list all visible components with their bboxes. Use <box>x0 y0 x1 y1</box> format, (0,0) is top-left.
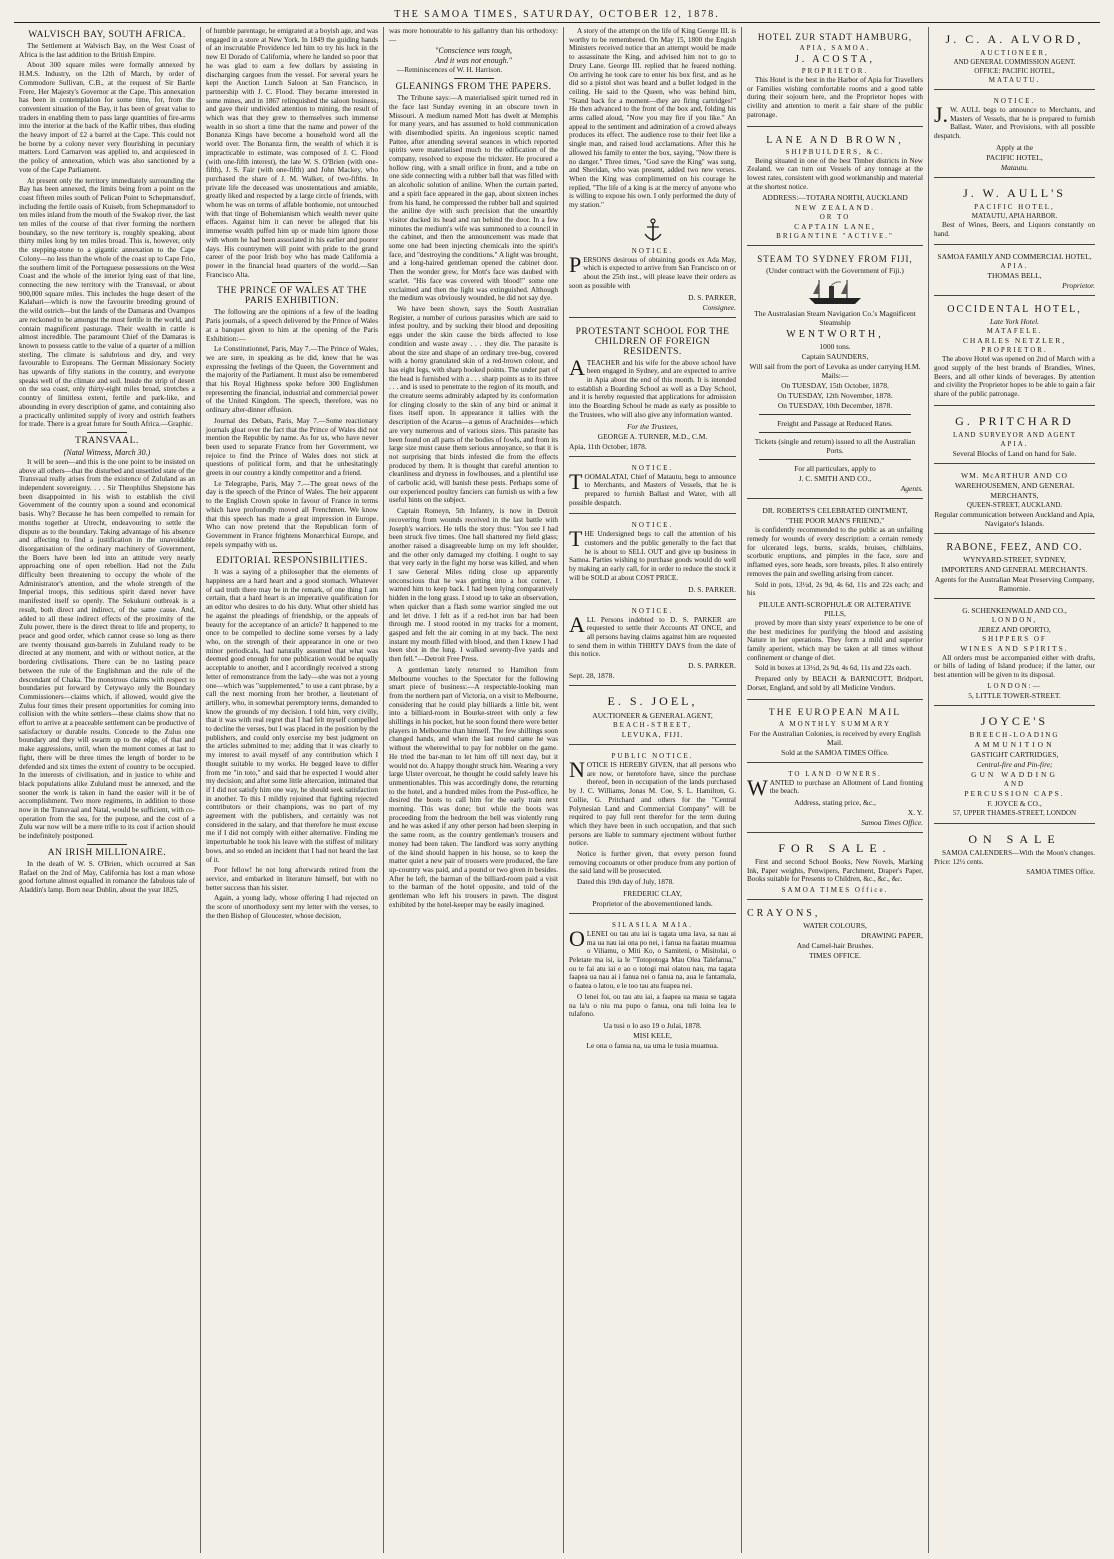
ad-line: Address, stating price, &c., <box>794 797 876 807</box>
ad-line: For all particulars, apply to <box>794 464 876 474</box>
ad-line: 5, LITTLE TOWER-STREET. <box>968 690 1061 700</box>
notice-signature: For the Trustees, <box>626 421 679 431</box>
notice-text: OLENEI ou tau atu iai is tagata uma lava, sa nau ai ma ua nau iai ona po nei, i fanua na faatau muamua o Viliamu, o Miti Ko, o Samiteni, o Misitolai, o Peletate ma isi, ia le "Totopotoga Mau Olea Talefanua," ou te fai atu iai e ao o totogi mai olatou nau, ma tagata faapea ua nau ai i fanua nei o fanua na, aua le fantamala, o faatea o latou, e le too tau atu fuapea nei. <box>569 925 736 991</box>
notice-heading: PROTESTANT SCHOOL FOR THE CHILDREN OF FOREIGN RESIDENTS. <box>575 326 730 357</box>
ad-line: Will sail from the port of Levuka as under carrying H.M. Mails:— <box>749 362 921 381</box>
ad-european-mail <box>747 703 923 763</box>
ad-line: Regular communication between Auckland and Apia, Navigator's Islands. <box>934 509 1095 528</box>
ad-title: J. C. A. ALVORD, <box>945 32 1084 46</box>
ad-line: OFFICE: PACIFIC HOTEL, <box>974 67 1055 75</box>
ad-line: PACIFIC HOTEL, <box>986 152 1043 162</box>
article-attribution: —Reminiscences of W. H. Harrison. <box>397 66 503 75</box>
ad-title: WM. McARTHUR AND CO <box>961 470 1068 480</box>
ad-title: DR. ROBERTS'S CELEBRATED OINTMENT, <box>762 506 908 516</box>
article-paragraph: At present only the territory immediately surrounding the Bay has been annexed, the limits being from a point on the coast fifteen miles south of Pelican Point to Schepmansdorf, including the fertile oasis of Kuiseb, from Schepmansdorf to ten miles inland from the mouth of the Swakop river, the last ten miles of the course of that river forming the northern boundary, so the new territory is, roughly speaking, about thirty miles long by ten miles broad. This is, however, only the stepping-stone to a gigantic annexation to the Cape Colony—no less than the whole of the coast up to Cape Frio, the southern limit of the Portuguese possessions on the West Coast and the whole of the interior lying east of that line, connecting the new territory with the Transvaal, or about 900,000 square miles. This includes the huge desert of the Kalahari—which is now the favourite breeding ground of the wild ostrich—but the lands of the Damaras and Ovampos are reckoned to be amongst the most fertile in the world, and contain magnificent pasturage. Their wealth in cattle is almost incredible. The paramount Chief of the Damaras is known to possess cattle to the value of a quarter of a million sterling. The climate is salubrious and dry, and very favourable to Europeans. The German Missionary Society has upwards of fifty stations in the country, and everyone speaks well of the climate and soil. Inside the strip of desert on the sea coast, only thirty-eight miles broad, stretches a country of limitless extent, fertile and park-like, and abounding in every description of game, and containing also a practically unlimited supply of ivory and ostrich feathers for trade. There is a great future for South Africa.—Graphic. <box>19 176 195 429</box>
article-paragraph: It was a saying of a philosopher that the elements of happiness are a hard heart and a good stomach. Whatever of sad truth there may be in the remark, of one thing I am certain, that a hard heart is an imperative qualification for an editor who desires to do his duty. What other shield has he against the pleadings of friendship, or the appeals of beauty for the acceptance of an article? It happened to me once to be compelled to decline some verses by a lady who, on the strength of their appearance in one or two minor periodicals, had naturally assumed that what was deemed good enough for one publication would be equally acceptable to another, and I accordingly received a strong letter of remonstrance from the lady—she was not a young one—which was "supplemented," to use a cant phrase, by a call the next morning from her brother, a lieutenant of artillery, who, in somewhat peremptory terms, demanded to know the grounds of my decision. I told him, very civilly, that it was with real regret that I had felt myself compelled to decline the verses, but I was placed in the position by the publishers, and could only exercise my best judgment on the articles submitted to me; adding that it was clearly to my interest to avail myself of any contribution which I thought suitable to my works. He begged leave to differ from me "in toto," and said that he expected I would alter my decision; and after some little altercation, intimated that if I did not satisfy him one way, he should seek satisfaction in another. To this I mildly rejoined that fighting rejected contributors or their champions, was no part of my agreement with the publishers, and certainly was not considered in the salary, and that therefore he must excuse me if I did not comply with either alternative. Finding me imperturbable he took his leave with the stiffest of military bows, and so ended an incident that I had not heard the last of it. <box>206 568 378 864</box>
sailing-date: On TUESDAY, 10th December, 1878. <box>777 401 893 411</box>
article-source: (Natal Witness, March 30.) <box>63 447 151 457</box>
ad-title: JOYCE'S <box>980 713 1049 728</box>
notice-date: Ua tusi o lo aso 19 o Julai, 1878. <box>603 1020 702 1030</box>
notice-date: Sept. 28, 1878. <box>569 671 615 681</box>
notice-text: NOTICE IS HEREBY GIVEN, that all persons who are now, or heretofore have, since the purchase thereof, been in occupation of the lands purchased by J. C. Williams, Jonas M. Coe, S. L. Hamilton, G. Collie, G. Pritchard and others for the "Central Polynesian Land and Commercial Company" will be required to pay full rent therefor for the term during which they have been in such occupation, and that such persons are liable to summary ejectment without further notice. <box>569 757 736 848</box>
ad-line: SAMOA TIMES Office. <box>781 886 889 895</box>
article-paragraph: of humble parentage, he emigrated at a boyish age, and was engaged in a store at New York. In 1849 the guiding hands of an inscrutable Providence led him to try his luck in the new El Dorado of California, where he landed so poor that he was glad to earn a few dollars by assisting in discharging cargoes from the vessel. For several years he kept the Auction Lunch Saloon at San Francisco, in partnership with J. C. Flood. They became interested in some mines, and in 1867 relinquished the saloon business, and gave their undivided attention to mining, the result of which was that they grew to themselves such immense wealth in so short a time that the name and power of the Bonanza Kings have become a household word all the world over. The Bonanza firm, the wealth of which it is impracticable to estimate, was composed of J. C. Flood (with one-fifth interest), the late W. S. O'Brien (with one-fifth), J. S. Fair (with one-fifth) and John Mackey, who purchased the share of J. M. Walker, of two-fifths. In private life the deceased was unostentatious and amiable, greatly liked and respected by a large circle of friends, with whom he was on terms of affable bonhomie, not untouched with that tinge of Bohemianism which wealth never quite effaces. Against him it can never be alleged that his immense wealth puffed him up or made him ignore those with whom he had been associated in his earlier and poorer days. His countrymen will point with pride to the grand career of the poor Irish boy who has made California a power in the financial head quarters of the world.—San Francisco Alta. <box>206 27 378 279</box>
sailing-date: On TUESDAY, 12th November, 1878. <box>777 391 893 401</box>
ad-title: CRAYONS, <box>747 908 821 920</box>
notice-text: J.W. AULL begs to announce to Merchants, and Masters of Vessels, that he is prepared to furnish Ballast, Water, and Provisions, with all possible despatch. <box>934 102 1095 141</box>
article-title-gleanings: GLEANINGS FROM THE PAPERS. <box>395 82 552 93</box>
divider <box>272 282 312 283</box>
ad-line: F. JOYCE & CO., <box>987 798 1042 808</box>
ad-line: Matautu. <box>1000 162 1029 172</box>
ad-text: All orders must be accompanied either with drafts, or bills of lading of Island produce; if the latter, our best attention will be given to its disposal. <box>934 653 1095 680</box>
ad-text: First and second School Books, New Novels, Marking Ink, Paper weights, Penwipers, Parchment, Draper's Paper, Books suitable for Presents to Children, &c., &c., &c. <box>747 857 923 884</box>
ad-line: ADDRESS:—TOTARA NORTH, AUCKLAND <box>762 193 908 203</box>
article-paragraph: The Tribune says:—A materialised spirit turned red in the face last Sunday evening in an obscure town in Missouri. A medium named Mott has dwelt at Memphis for many years, and has assumed to hold communication with disembodied spirits. An ingenious sceptic named Pattee, after attending several seances in which reported spirits were materialised much to the edification of the company, resolved to expose the trickster. He procured a hollow ring, with a small orifice in front, and a tube on one side connecting with a rubber ball that was filled with an alcoholic solution of aniline. When the curtain parted, and a spirit face appeared in the gap, about sixteen inches from his hand, he compressed the rubber ball and squirted the aniline dye with such precision that the unearthly visitor ducked its head and ran behind the door. In a few minutes the medium's wife was summoned to a council in the cabinet, and then the announcement was made that some one had been injecting chemicals into the spirit's face, and "destroying the conditions." A light was brought, and a long-haired gentleman opened the cabinet door. Then the wonder grew, for Mott's face was daubed with scarlet. "His face was covered with blood!" some one exclaimed and then the light was extinguished. Although the medium was obviously wounded, he did not say dye. <box>389 94 558 303</box>
steamship-icon <box>805 278 865 306</box>
sailing-date: On TUESDAY, 15th October, 1878. <box>781 381 889 391</box>
column-2 <box>201 27 384 1553</box>
ad-title: RABONE, FEEZ, AND CO. <box>946 541 1083 553</box>
notice-text: Notice is further given, that every person found removing cocoanuts or other produce from any portion of the said land will be prosecuted. <box>569 850 736 876</box>
column-6 <box>929 27 1100 1553</box>
ad-line: Agents. <box>900 484 923 494</box>
divider <box>759 414 911 415</box>
article-title-editorial: EDITORIAL RESPONSIBILITIES. <box>216 556 368 567</box>
ad-title: THE EUROPEAN MAIL <box>768 707 902 718</box>
ad-line: OR TO <box>819 213 851 222</box>
ad-schenkenwald <box>934 602 1095 706</box>
ad-text: proved by more than sixty years' experience to be one of the best medicines for purifying the blood and assisting Nature in her operations. They form a mild and superior family aperient, which may be taken at all times without confinement or change of diet. <box>747 618 923 662</box>
notice-heading: NOTICE. <box>631 521 674 530</box>
ad-line: LEVUKA, FIJI. <box>621 730 684 740</box>
ad-text: WANTED to purchase an Allotment of Land fronting the beach. <box>747 774 923 800</box>
ad-aulls-pacific-hotel <box>934 181 1095 245</box>
ad-line: THOMAS BELL, <box>987 271 1042 281</box>
ad-text: Sold in boxes at 13½d, 2s 9d, 4s 6d, 11s and 22s each. <box>755 664 912 673</box>
notice-signature: FREDERIC CLAY, <box>623 888 682 898</box>
ad-line: PACIFIC HOTEL, <box>974 202 1055 211</box>
ad-line: WAREHOUSEMEN, AND GENERAL <box>954 480 1075 490</box>
notice-heading: SILASILA MAIA. <box>612 920 693 929</box>
ad-title: HOTEL ZUR STADT HAMBURG, <box>757 32 913 42</box>
ad-alvord <box>934 27 1095 90</box>
ad-silasila-maia <box>569 917 736 1055</box>
article-paragraph: In the death of W. S. O'Brien, which occurred at San Rafael on the 2nd of May, California has lost a man whose good fortune almost equalled in romance the fabulous tale of Aladdin's lamp. Born near Dublin, about the year 1825, <box>19 859 195 894</box>
ad-pritchard <box>934 409 1095 464</box>
notice-signature: D. S. PARKER, <box>688 292 736 302</box>
ad-dr-roberts <box>747 502 923 699</box>
ad-joyces <box>934 709 1095 824</box>
ad-line: J. C. SMITH AND CO., <box>798 474 872 484</box>
ad-title: STEAM TO SYDNEY FROM FIJI, <box>757 254 913 265</box>
notice-signature: Proprietor of the abovementioned lands. <box>592 898 713 908</box>
ad-text: Being situated in one of the best Timber districts in New Zealand, we can turn out Vessels of any tonnage at the lowest rates, consistent with good workmanship and material at the shortest notice. <box>747 156 923 191</box>
article-paragraph: We have been shown, says the South Australian Register, a number of curious parasites which are said to infest poultry, and by sucking their blood and depositing eggs under the skin cause the birds affected to lose condition and waste away . . . they die. The parasite is about the size and shape of an ordinary tree-bug, covered with a horny granulated skin of a red-brown colour, and has eight legs, with sharp hooked points. The under part of the head is furnished with a . . . sharp points as to its three . . . and is used to penetrate to the region of its mouth, and the creature seems admirably adapted by its conformation for clinging closely to the skin of any bird or animal it fixes itself upon. In appearance it tallies with the description of the Acarus—a genus of Arachnides—which are very numerous and of various sizes. This parasite has been found on all parts of the bodies of fowls, and from its large size must cause them serious annoyance, so that it is not surprising that birds infested die from the effects produced by them. It is thought that careful attention to cleanliness and dryness in fowlhouses, and a plentiful use of carbolic acid, will banish these pests. Perhaps some of our experienced poultry fanciers can furnish us with a few useful hints on the subject. <box>389 304 558 505</box>
column-5 <box>742 27 929 1553</box>
ad-line: TIMES OFFICE. <box>808 951 862 961</box>
verse-line: And it was not enough." <box>435 56 512 66</box>
notice-heading: NOTICE. <box>631 463 674 472</box>
column-1 <box>14 27 201 1553</box>
ad-line: LAND SURVEYOR AND AGENT <box>953 430 1076 439</box>
ad-line: Proprietor. <box>1062 281 1095 291</box>
ad-line: The Australasian Steam Navigation Co.'s Magnificent Steamship <box>754 309 916 328</box>
notice-text: ATEACHER and his wife for the above school have been engaged in Sydney, and are expected to arrive in Apia about the end of this month. It is intended to establish a Boarding School as well as a Day School, and it is hereby requested that applications for admission into the Boarding School be made as early as possible to the Trustees, who will also give any information wanted. <box>569 354 736 419</box>
ad-crayons <box>747 903 923 965</box>
ad-line: LONDON, <box>991 615 1038 624</box>
article-paragraph: About 300 square miles were formally annexed by H.M.S. Industry, on the 12th of March, by order of Commodore Sullivan, C.B., at the request of Sir Bartle Frere, Her Majesty's Governor at the Cape. This annexation has been in contemplation for some time, for, from the convenient situation of the Bay, it has been of great value to traders in enabling them to pass large quantities of fire-arms into the interior at the back of the Kaffir tribes, thus eluding the heavy import of £2 a barrel at the Cape. This could not be borne by a colony never very flourishing in pecuniary matters. Lord Carnarvon was applied to, and acquiesced in the policy of annexation, which was also sanctioned by a vote of the Cape Parliament. <box>19 61 195 174</box>
ad-line: WATER COLOURS, <box>803 921 867 931</box>
ad-occidental-hotel <box>934 299 1095 406</box>
ad-line: LONDON:— <box>987 681 1042 690</box>
ad-line: SAMOA TIMES Office. <box>1026 868 1095 877</box>
ad-title: ON SALE <box>968 831 1061 846</box>
ad-notice-toomalatai <box>569 460 736 515</box>
ad-notice-ada-may <box>569 212 736 318</box>
ad-line: JEREZ AND OPORTO, <box>978 624 1051 634</box>
ad-line: 57, UPPER THAMES-STREET, LONDON <box>952 808 1077 817</box>
notice-heading: NOTICE. <box>993 97 1036 105</box>
ad-line: Tickets (single and return) issued to all the Australian Ports. <box>754 437 916 456</box>
notice-date: Apia, 11th October, 1878. <box>569 441 647 451</box>
ad-line: CAPTAIN LANE, <box>794 222 876 232</box>
notice-signature: D. S. PARKER. <box>688 661 736 671</box>
ad-protestant-school <box>569 321 736 457</box>
ad-steam-to-sydney <box>747 249 923 499</box>
ad-line: SHIPBUILDERS, &C. <box>785 147 885 156</box>
notice-text: PERSONS desirous of obtaining goods ex Ada May, which is expected to arrive from San Francisco on or about the 25th inst., will please leave their orders as soon as possible with <box>569 251 736 290</box>
ad-line: Late York Hotel. <box>989 317 1040 327</box>
ad-line: AUCTIONEER, <box>980 49 1049 57</box>
ad-es-joel <box>569 689 736 745</box>
divider <box>272 552 312 553</box>
article-paragraph: The following are the opinions of a few of the leading Paris journals, of a speech delivered by the Prince of Wales at a banquet given to him at the opening of the Paris Exhibition:— <box>206 308 378 343</box>
ad-line: Central-fire and Pin-fire; <box>976 759 1053 769</box>
ad-text: SAMOA CALENDERS—With the Moon's changes. Price: 12½ cents. <box>934 848 1095 866</box>
ad-line: WINES AND SPIRITS. <box>960 643 1069 653</box>
ad-line: NEW ZEALAND. <box>794 203 876 213</box>
ad-title: FOR SALE. <box>778 840 892 855</box>
ad-title: G. SCHENKENWALD AND CO., <box>962 605 1067 615</box>
notice-signature: MISI KELE, <box>633 1030 672 1040</box>
ad-line: AND GENERAL COMMISSION AGENT. <box>953 58 1076 66</box>
notice-heading: NOTICE. <box>631 606 674 615</box>
ad-title: LANE AND BROWN, <box>766 134 904 146</box>
ad-line: SHIPPERS OF <box>982 634 1047 643</box>
ad-line: IMPORTERS AND GENERAL MERCHANTS. <box>941 564 1088 574</box>
divider <box>87 844 127 845</box>
divider <box>759 432 911 433</box>
ad-title: OCCIDENTAL HOTEL, <box>947 304 1082 316</box>
ad-text: The above Hotel was opened on 2nd of March with a good supply of the best brands of Brandies, Wines, Beers, and all other kinds of beverages. By attention and civility the Proprietor hopes to be able to gain a fair share of the public patronage. <box>934 355 1095 399</box>
article-title-prince-of-wales: THE PRINCE OF WALES AT THE PARIS EXHIBITION. <box>217 286 367 307</box>
ad-line: MATAUTU. <box>988 76 1041 84</box>
divider <box>759 459 911 460</box>
divider <box>454 78 494 79</box>
ad-line: MATAFELE. <box>986 327 1043 336</box>
ad-notice-aull <box>934 93 1095 178</box>
article-title-irish-millionaire: AN IRISH MILLIONAIRE. <box>47 847 167 858</box>
verse-line: "Conscience was tough, <box>435 46 512 56</box>
article-paragraph: Le Telegraphe, Paris, May 7.—The great news of the day is the speech of the Prince of Wales. The heir apparent to the English Crown spoke in favour of France in terms which have profoundly moved all Frenchmen. We know that this speech has made a great impression in Europe. Who can now pretend that the Republican form of Government in France frightens Monarchical Europe, and repels sympathy with us. <box>206 479 378 549</box>
ad-line: QUEEN-STREET, AUCKLAND. <box>966 500 1063 509</box>
ad-title: TO LAND OWNERS. <box>788 769 882 778</box>
ad-line: Apply at the <box>995 142 1034 152</box>
article-title-transvaal: TRANSVAAL. <box>75 435 139 446</box>
article-paragraph: A gentleman lately returned to Hamilton from Melbourne vouches to the Spectator for the following smart piece of business:—A respectable-looking man from the northern part of Victoria, on a visit to Melbourne, considering that he could play billiards a little bit, went into a billiard-room in Bourke-street with only a few shillings in his pocket, but he soon found there were better players in Melbourne than himself. The few shillings soon changed hands, and when the last round came he was without the wherewithal to pay for nobbler on the game. He tried the bar-man to let him off till next day, but it would not do. A happy thought struck him. Wearing a very large Ulster overcoat, he thought he could safely leave his unmentionables. This was accordingly done, the returning to the hotel, and a hundred miles from the Post-office, he desired the boots to call him for the early train next morning. This was done; but while the boots was proceeding from the bedroom the bell was violently rung and he was asked if any other person had been sleeping in the same room, as the country gentleman's trousers and money had been taken. The landlord was sorry anything of the kind should happen in his house, so to keep the matter quiet a new pair of trousers were produced, the fare up-country was paid, and a pound or two given in besides. After he left, the barman of the billiard-room paid a visit to the barman of the hotel opposite, and told of the gentleman who left his trousers in pawn. The disgust exhibited by the hotel-keeper may be easily imagined. <box>389 665 558 909</box>
ad-line: BREECH-LOADING <box>969 730 1060 739</box>
ad-text: This Hotel is the best in the Harbor of Apia for Travellers or Families wishing comfortable rooms and a good table during their sojourn here, and the Proprietor hopes with civility and attention to merit a fair share of the public patronage. <box>747 76 923 119</box>
ad-notice-indebted <box>569 603 736 687</box>
ad-line: AUCTIONEER & GENERAL AGENT, <box>592 711 713 721</box>
ad-mcarthur <box>934 467 1095 534</box>
ad-title: PILULE ANTI-SCROPHULÆ OR ALTERATIVE PILLS, <box>758 599 912 618</box>
notice-text: THE Undersigned begs to call the attention of his customers and the public generally to the fact that he is about to SELL OUT and give up business in Samoa. Parties wishing to purchase goods would do well by making an early call, for in order to reduce the stock it will be SOLD at about COST PRICE. <box>569 526 736 582</box>
ad-line: AND <box>1003 779 1026 788</box>
ad-rabone-feez <box>934 537 1095 599</box>
ad-text: Prepared only by BEACH & BARNICOTT, Bridport, Dorset, England, and sold by all Medicine Vendors. <box>747 675 923 692</box>
notice-date: Dated this 19th day of July, 1878. <box>577 878 674 887</box>
ad-land-owners <box>747 766 923 833</box>
article-paragraph: It will be seen—and this is the one point to be insisted on above all others—that the disturbed and unsettled state of the Transvaal really arises from the existence of Zululand as an independent sovereignty. . . . Sir Theophilus Shepstone has been disappointed in his wish to establish the civil Government of the country upon a sound and economical basis. Why? Because he has been compelled to remain for months together at Utrecht, endeavouring to settle the dispute as to the boundary. Taking advantage of his absence and affecting to find a justification in the unavoidable disorganisation of the ordinary machinery of Government, the Boers have been led into an attitude very nearly approaching one of open rebellion. Had not the Zulu difficulty been threatening to occupy the whole of the Administrator's attention, and the whole strength of the Imperial troops, this seditious spirit dared never have manifested itself so openly. The Sekukuni outbreak is a result, both direct and indirect, of the same cause. And, added to all these indirect effects of the proximity of the Zulu power, there is the direct threat to life and property, to peace and good order, which cannot cease so long as there are twenty thousand gun-barrels in Zululand ready to be directed at any moment, and with or without notice, at the bordering civilisations. There can be no lasting peace between the rule of the Englishman and the rule of the descendant of Chaka. The monstrous claims with respect to boundaries put forward by Cetywayo only the Boundary Commissioners—claims which, if allowed, would give the Zulus four times their present opportunities for coming into collision with the white settlers—these claims show that no effort to arrive at a peaceable settlement can be productive of satisfactory or durable results. Concede to the Zulus one boundary and they will swarm up to the edge, of that and make aggressions, until, when the moment comes at last to fight, there will be three times the length of border to be defended and six times the extent of country to be occupied. In the interests of civilisation, and in justice to white and black populations alike Zululand must be annexed, and the sooner the work is taken in hand the easier will it be of accomplishment. Two more regiments, in addition to those now in the Transvaal and Natal, would be sufficient, with co-operation from the sea, for the purpose, and the cost of a Zulu war now will be a mere trifle to its cost if action should be indefinitely postponed. <box>19 457 195 841</box>
notice-heading: PUBLIC NOTICE. <box>611 752 694 761</box>
notice-text: Le ona o fanua na, ua uma le tusia muamua. <box>586 1040 719 1050</box>
ad-samoa-family-hotel <box>934 248 1095 296</box>
article-paragraph: Journal des Debats, Paris, May 7.—Some reactionary journals gloat over the fact that the Prince of Wales did not mention the Republic by name. As for us, who have never been used to separate France from her Government, we rejoice to find the Prince of Wales does not stick at questions of political form, and that he unhesitatingly greets in our country a kindly competitor and a friend. <box>206 416 378 478</box>
ad-text: is confidently recommended to the public as an unfailing remedy for wounds of every description: a certain remedy for ulcerated legs, burns, scalds, bruises, chilblains, scorbutic eruptions, and pimples in the face, sore and inflamed eyes, sore heads, sore breasts, piles. It also entirely removes the pain and swelling arising from cancer. <box>747 526 923 578</box>
ad-line: X. Y. <box>907 807 923 817</box>
ad-line: PROPRIETOR. <box>801 67 869 75</box>
ad-line: WYNYARD-STREET, SYDNEY, <box>963 554 1066 564</box>
column-3 <box>384 27 564 1553</box>
ad-text: Sold in pots, 13½d, 2s 9d, 4s 6d, 11s and 22s each; and his <box>747 580 923 598</box>
ad-line: Freight and Passage at Reduced Rates. <box>777 419 893 429</box>
notice-text: O lenei foi, ou tau atu iai, a faapea ua maua se tagata na la'u o niu ma pupo o fanua, ona tuli loina lea le tulafono. <box>569 992 736 1019</box>
ad-line: BRIGANTINE "ACTIVE." <box>776 232 894 241</box>
ad-line: PERCUSSION CAPS. <box>964 788 1065 798</box>
ad-line: Agents for the Australian Meat Preserving Company, Ramornie. <box>934 574 1095 593</box>
ad-on-sale <box>934 827 1095 881</box>
ad-line: APIA. <box>1000 439 1029 448</box>
notice-text: TOOMALATAI, Chief of Matautu, begs to announce to Merchants, and Masters of Vessels, that he is prepared to furnish Ballast and Water, with all possible despatch. <box>569 468 736 507</box>
article-paragraph: A story of the attempt on the life of King George III. is worthy to be remembered. On May 15, 1800 the Engish Ministers received notice that an attempt would be made to assassinate the King, and advised him not to go to Drury Lane. George III. replied that he feared nothing. On arriving he took care to enter his box first, and as he did so a pistol shot was heard and a bullet lodged in the ceiling. He said to the Queen, who was behind him, "Stand back for a moment—they are firing cartridges!" He then advanced to the front of the box and, folding his arms called aloud, "Now you may fire if you like." An appeal to the sentiment and admiration of a crowd always produces its effect. The audience rose to their feet like a single man, and raised loud acclamations. After this he allowed his family to enter the box, saying, "Now there is no danger." Three times, "God save the King" was sung, and Sheridan, who was present, added two new verses. When the King was complimented on his courage he replied, "The life of a king is at the mercy of anyone who is willing to expose his own. I only performed the duty of my station." <box>569 27 736 210</box>
ad-title: E. S. JOEL, <box>607 694 698 709</box>
masthead: THE SAMOA TIMES, SATURDAY, OCTOBER 12, 1878. <box>14 8 1100 23</box>
ad-line: DRAWING PAPER, <box>860 931 923 941</box>
article-paragraph: Poor fellow! he not long afterwards retired from the service, and embarked in literature himself, but with no better success than his sister. <box>206 866 378 892</box>
ad-line: CHARLES NETZLER, <box>962 336 1067 346</box>
notice-signature: D. S. PARKER. <box>688 584 736 594</box>
column-4 <box>564 27 742 1553</box>
ad-line: GASTIGHT CARTRIDGES, <box>970 749 1059 759</box>
article-paragraph: Again, a young lady, whose offering I had rejected on the score of unorthodoxy sent my letter with the verses, to the then Bishop of Gloucester, whose decision, <box>206 894 378 920</box>
ad-public-notice <box>569 748 736 914</box>
ad-lane-and-brown <box>747 130 923 247</box>
ad-text: Best of Wines, Beers, and Liquors constantly on hand. <box>934 220 1095 238</box>
ad-line: And Camel-hair Brushes. <box>796 941 874 951</box>
ad-hotel-zur-stadt-hamburg <box>747 27 923 127</box>
columns <box>14 27 1100 1553</box>
ad-line: AMMUNITION <box>974 739 1055 749</box>
ad-line: APIA. <box>1000 262 1029 271</box>
ad-line: Captain SAUNDERS, <box>801 352 869 362</box>
ad-line: Sold at the SAMOA TIMES Office. <box>781 747 889 757</box>
ad-line: (Under contract with the Government of Fiji.) <box>766 266 904 276</box>
notice-heading: NOTICE. <box>631 246 674 255</box>
ad-title: J. W. AULL'S <box>963 185 1066 200</box>
article-paragraph: Le Constitutionnel, Paris, May 7.—The Prince of Wales, we are sure, in speaking as he did, knew that he was expressing the feelings of the Queen, the Government and the majority of the Parliament. It must also be remembered that his Royal Highness spoke before 300 Englishmen representing the financial, industrial and commercial power of the United Kingdom. The speech, therefore, was no ordinary after-dinner effusion. <box>206 345 378 415</box>
article-title-walvisch: WALVISCH BAY, SOUTH AFRICA. <box>28 30 186 40</box>
ad-line: Several Blocks of Land on hand for Sale. <box>952 448 1077 458</box>
ad-line: GUN WADDING <box>971 769 1058 779</box>
ad-notice-sell-out <box>569 517 736 599</box>
ad-line: PROPRIETOR. <box>981 346 1048 355</box>
ad-line: MERCHANTS, <box>990 490 1039 500</box>
article-paragraph: The Settlement at Walvisch Bay, on the West Coast of Africa is the last addition to the British Empire. <box>19 42 195 59</box>
divider <box>87 432 127 433</box>
ad-line: "THE POOR MAN'S FRIEND," <box>785 516 885 526</box>
notice-signature: GEORGE A. TURNER, M.D., C.M. <box>597 431 708 441</box>
ad-line: 1000 tons. <box>819 342 851 352</box>
notice-text: ALL Persons indebted to D. S. PARKER are requested to settle their Accounts AT ONCE, and all persons having claims against him are requested to send them in within THIRTY DAYS from the date of this notice. <box>569 611 736 659</box>
ship-name: WENTWORTH, <box>786 329 884 341</box>
article-paragraph: Captain Romeyn, 5th Infantry, is now in Detroit recovering from wounds received in the last battle with Joseph's warriors. He tells the story thus: "You see I had been struck five times. One ball shattered my field glass; another raised a disagreeable lump on my left shoulder, and the other only damaged my clothing. I ought to say that very early in the fight my horse was killed, and when I saw General Miles riding close up apparently unconscious that he was getting into a hot corner, I warned him to keep back. I had been lying comparatively hidden in the long grass. I stood up to take an observation, when quicker than a flash some warrior singled me out and let drive. I felt as if a red-hot iron bar had been through me. I stood rooted in my tracks for a moment, gasped and felt the air coming in at my back. The next instant my mouth filled with blood, and then I knew I had been shot in the lung. I walked seventy-five yards and then fell."—Detroit Free Press. <box>389 507 558 664</box>
ad-line: BEACH-STREET, <box>613 721 692 730</box>
ad-line: A MONTHLY SUMMARY <box>779 719 891 728</box>
ad-line: J. ACOSTA, <box>794 54 876 65</box>
ad-line: Samoa Times Office. <box>861 817 923 827</box>
ad-line: For the Australian Colonies, is received by every English Mail. <box>749 728 921 747</box>
ad-line: APIA, SAMOA. <box>799 44 871 52</box>
article-paragraph: was more honourable to his gallantry than his orthodoxy:— <box>389 27 558 44</box>
notice-role: Consignee. <box>702 302 736 312</box>
anchor-icon <box>642 218 664 244</box>
ad-for-sale <box>747 836 923 900</box>
ad-line: MATAUTU, APIA HARBOR. <box>971 211 1058 220</box>
ad-title: SAMOA FAMILY AND COMMERCIAL HOTEL, <box>937 252 1092 262</box>
ad-title: G. PRITCHARD <box>955 413 1074 428</box>
